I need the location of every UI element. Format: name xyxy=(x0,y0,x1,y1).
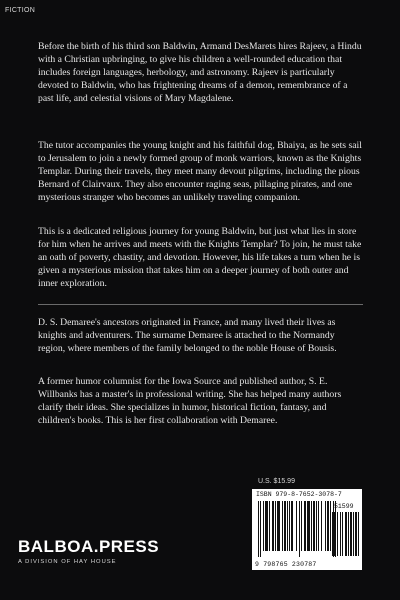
price-label: U.S. $15.99 xyxy=(258,478,295,485)
barcode-addon-bars xyxy=(332,512,359,556)
synopsis-paragraph-2: The tutor accompanies the young knight and his faithful dog, Bhaiya, as he sets sail to Jerusalem to join a newly formed group of monk warriors, known as the Knights Templar. During their travels, they meet many devout pilgrims, including the pious Bernard of Clairvaux. They also encounter raging seas, pillaging pirates, and one mysterious stranger who becomes an unlikely traveling companion. xyxy=(38,140,362,203)
barcode-bars xyxy=(258,501,336,556)
publisher-tagline: A DIVISION OF HAY HOUSE xyxy=(18,559,117,565)
author-bio-demaree: D. S. Demaree's ancestors originated in France, and many lived their lives as knights and adventurers. The surname Demaree is attached to the Normandy region, where members of the family belonged to the noble House of Bousis. xyxy=(38,317,337,354)
author-bio-willbanks: A former humor columnist for the Iowa Source and published author, S. E. Willbanks has a master's in professional writing. She has helped many authors clarify their ideas. She specializes in humor, historical fiction, fantasy, and children's books. This is her first collaboration with Demaree. xyxy=(38,376,342,426)
barcode-addon-number: 51599 xyxy=(334,503,354,510)
synopsis-paragraph-3: This is a dedicated religious journey for young Baldwin, but just what lies in store for him when he arrives and meets with the Knights Templar? To join, he must take an oath of poverty, chastity, and devotion. However, his life takes a turn when he is given a mysterious mission that takes him on a deeper journey of both outer and inner exploration. xyxy=(38,226,362,289)
section-divider xyxy=(38,304,363,305)
isbn-text: ISBN 979-8-7652-3078-7 xyxy=(256,491,342,498)
publisher-logo xyxy=(18,538,159,565)
genre-label: FICTION xyxy=(5,7,36,14)
ean-digits: 9 798765 230787 xyxy=(255,561,317,568)
publisher-name: BALBOA.PRESS xyxy=(18,537,160,556)
isbn-barcode xyxy=(252,489,362,570)
barcode-addon-stripe xyxy=(358,512,359,556)
synopsis-paragraph-1: Before the birth of his third son Baldwin, Armand DesMarets hires Rajeev, a Hindu with a Christian upbringing, to give his children a well-rounded education that includes foreign languages, herbology, and astronomy. Rajeev is particularly devoted to Baldwin, who has frightening dreams of a demon, remembrance of a past life, and celestial visions of Mary Magdalene. xyxy=(38,41,362,104)
